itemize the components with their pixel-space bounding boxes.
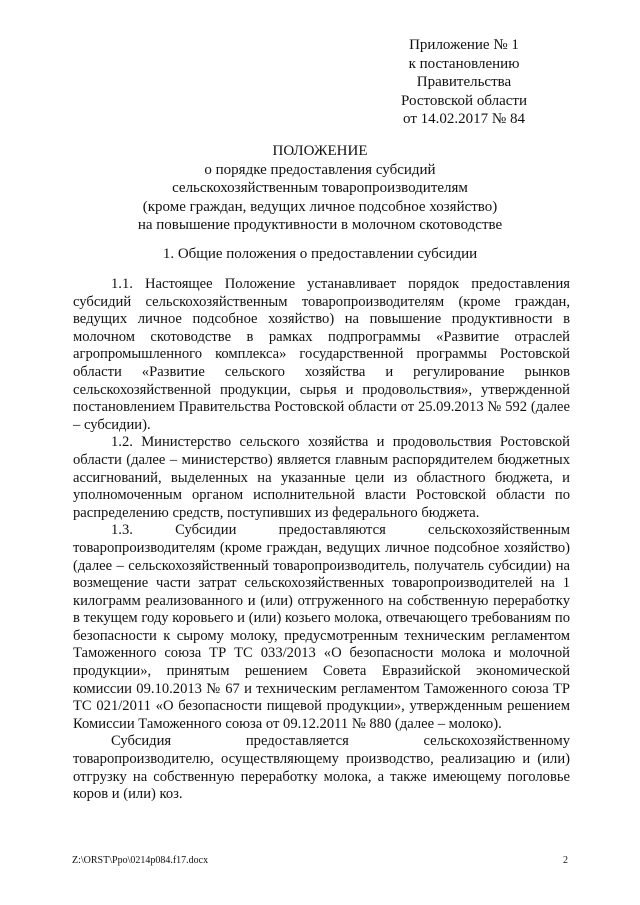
appendix-line: от 14.02.2017 № 84 [403, 111, 525, 128]
title-line: о порядке предоставления субсидий [204, 161, 436, 178]
paragraph-subsidy-recipient: Субсидия предоставляется сельскохозяйственному товаропроизводителю, осуществляющему производство, реализацию и (или) отгрузку на собственную переработку молока, а также имеющему поголовье коров и (или) коз. [73, 733, 570, 803]
title-line: (кроме граждан, ведущих личное подсобное хозяйство) [142, 198, 498, 215]
document-body [73, 276, 570, 804]
page-number: 2 [563, 855, 568, 866]
paragraph-1-3: 1.3. Субсидии предоставляются сельскохозяйственным товаропроизводителям (кроме граждан, ведущих личное подсобное хозяйство) (далее – сельскохозяйственный товаропроизводитель, получатель субсидии) на возмещение части затрат сельскохозяйственных товаропроизводителей на 1 килограмм реализованного и (или) отгруженного на собственную переработку в текущем году коровьего и (или) козьего молока, отвечающего требованиям по безопасности к сырому молоку, предусмотренным техническим регламентом Таможенного союза ТР ТС 033/2013 «О безопасности молока и молочной продукции», принятым решением Совета Евразийской экономической комиссии 09.10.2013 № 67 и техническим регламентом Таможенного союза ТР ТС 021/2011 «О безопасности пищевой продукции», утвержденным решением Комиссии Таможенного союза от 09.12.2011 № 880 (далее – молоко). [73, 522, 570, 732]
appendix-reference [364, 36, 564, 129]
appendix-line: Ростовской области [401, 92, 527, 109]
appendix-line: Правительства [416, 74, 512, 91]
title-line: сельскохозяйственным товаропроизводителям [172, 180, 468, 196]
title-line: на повышение продуктивности в молочном скотоводстве [137, 217, 503, 233]
appendix-line: к постановлению [408, 55, 520, 72]
paragraph-1-2: 1.2. Министерство сельского хозяйства и продовольствия Ростовской области (далее – министерство) является главным распорядителем бюджетных ассигнований, выделенных на указанные цели из областного бюджета, и уполномоченным органом исполнительной власти Ростовской области по распределению средств, поступивших из федерального бюджета. [73, 434, 570, 521]
document-title [70, 142, 570, 235]
footer-file-path: Z:\ORST\Ppo\0214p084.f17.docx [72, 855, 209, 866]
paragraph-1-1: 1.1. Настоящее Положение устанавливает порядок предоставления субсидий сельскохозяйственным товаропроизводителям (кроме граждан, ведущих личное подсобное хозяйство) на повышение продуктивности в молочном скотоводстве в рамках подпрограммы «Развитие отраслей агропромышленного комплекса» государственной программы Ростовской области «Развитие сельского хозяйства и регулирование рынков сельскохозяйственной продукции, сырья и продовольствия», утвержденной постановлением Правительства Ростовской области от 25.09.2013 № 592 (далее – субсидии). [73, 276, 570, 433]
title-line: ПОЛОЖЕНИЕ [272, 143, 368, 159]
section-heading: 1. Общие положения о предоставлении субсидии [162, 246, 478, 262]
appendix-line: Приложение № 1 [409, 37, 519, 53]
